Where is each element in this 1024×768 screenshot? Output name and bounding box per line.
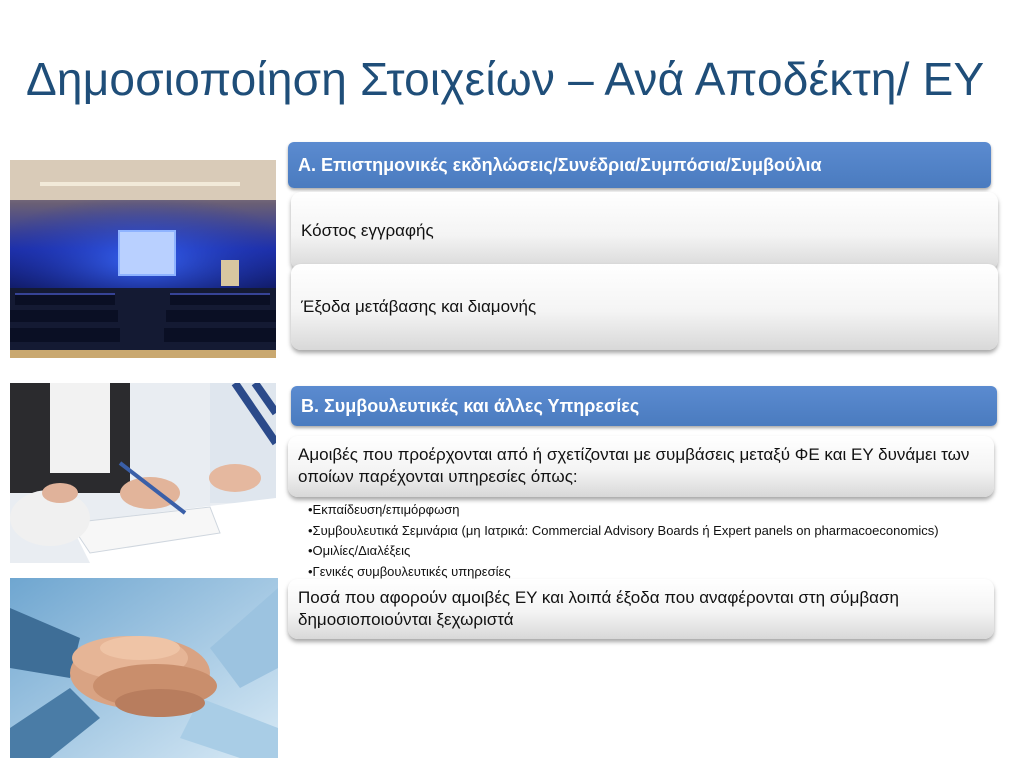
slide-title: Δημοσιοποίηση Στοιχείων – Ανά Αποδέκτη/ ΕΥ <box>26 53 985 105</box>
section-b-header: Β. Συμβουλευτικές και άλλες Υπηρεσίες <box>291 386 997 426</box>
section-b-intro: Αμοιβές που προέρχονται από ή σχετίζονται με συμβάσεις μεταξύ ΦΕ και ΕΥ δυνάμει των οποίων παρέχονται υπηρεσίες όπως: <box>288 436 994 497</box>
conference-room-photo <box>10 160 276 358</box>
section-a-item-registration: Κόστος εγγραφής <box>291 192 998 270</box>
section-a-item-travel: Έξοδα μετάβασης και διαμονής <box>291 264 998 350</box>
stacked-hands-photo <box>10 578 278 758</box>
business-meeting-photo <box>10 383 276 563</box>
service-item: •Συμβουλευτικά Σεμινάρια (μη Ιατρικά: Commercial Advisory Boards ή Expert panels on pharmacoeconomics) <box>308 522 939 538</box>
section-b-services-list <box>308 500 939 582</box>
service-item: •Ομιλίες/Διαλέξεις <box>308 543 411 558</box>
section-a-header: Α. Επιστημονικές εκδηλώσεις/Συνέδρια/Συμπόσια/Συμβούλια <box>288 142 991 188</box>
service-item: •Εκπαίδευση/επιμόρφωση <box>308 502 460 517</box>
service-item: •Γενικές συμβουλευτικές υπηρεσίες <box>308 563 511 579</box>
section-b-note: Ποσά που αφορούν αμοιβές ΕΥ και λοιπά έξοδα που αναφέρονται στη σύμβαση δημοσιοποιούνται ξεχωριστά <box>288 579 994 639</box>
